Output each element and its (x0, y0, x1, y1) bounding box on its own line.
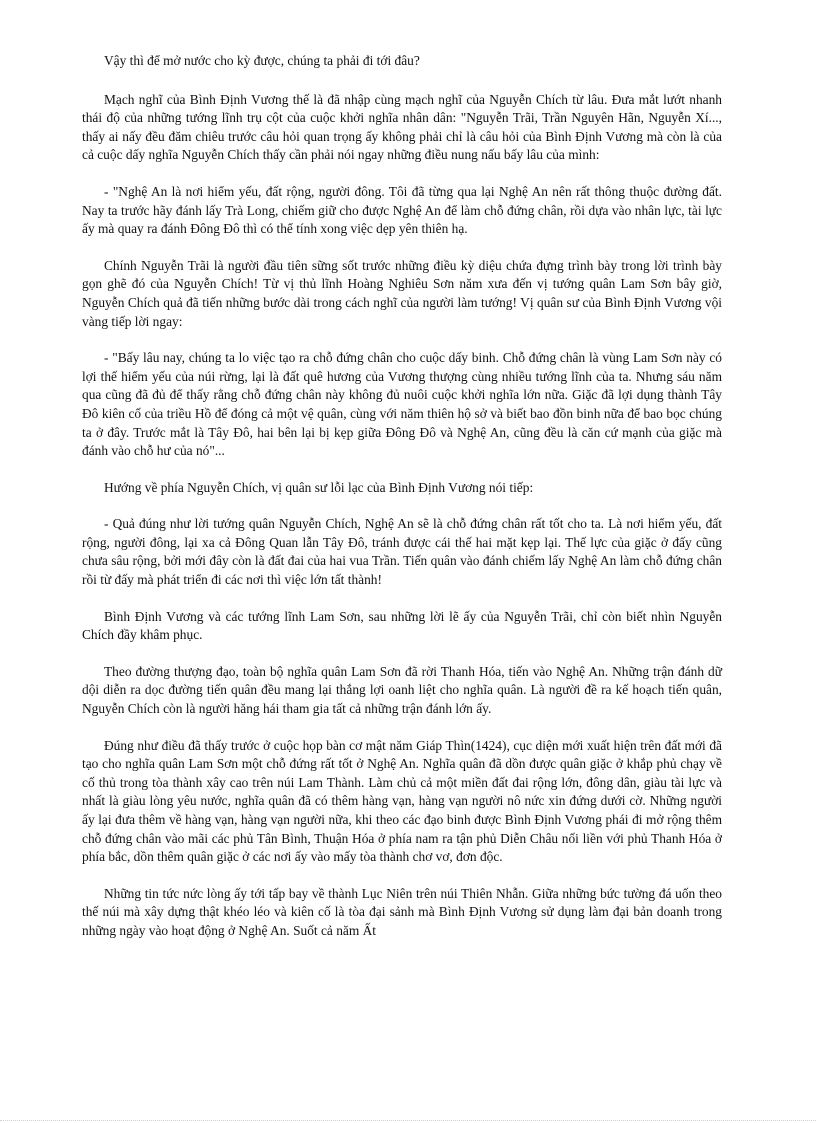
paragraph: Vậy thì để mở nước cho kỳ được, chúng ta phải đi tới đâu? (104, 53, 420, 68)
paragraph: Chính Nguyễn Trãi là người đầu tiên sững sốt trước những điều kỳ diệu chứa đựng trình bày trong lời trình bày gọn ghẽ đó của Nguyễn Chích! Từ vị thủ lĩnh Hoàng Nghiêu Sơn năm xưa đến vị tướng quân Lam Sơn bây giờ, Nguyễn Chích quả đã tiến những bước dài trong cách nghĩ của người làm tướng! Vị quân sư của Bình Định Vương vội vàng tiếp lời ngay: (82, 257, 722, 329)
paragraph: Bình Định Vương và các tướng lĩnh Lam Sơn, sau những lời lẽ ấy của Nguyễn Trãi, chỉ còn biết nhìn Nguyễn Chích đầy khâm phục. (82, 608, 722, 643)
paragraph: Đúng như điều đã thấy trước ở cuộc họp bàn cơ mật năm Giáp Thìn(1424), cục diện mới xuất hiện trên đất mới đã tạo cho nghĩa quân Lam Sơn một chỗ đứng rất tốt ở Nghệ An. Nghĩa quân đã dồn được quân giặc ở khắp phủ chạy về cố thủ trong tòa thành xây cao trên núi Lam Thành. Làm chủ cả một miền đất đai rộng lớn, đông dân, giàu tài lực và nhất là giàu lòng yêu nước, nghĩa quân đã có thêm hàng vạn, hàng vạn người nô nức xin đứng dưới cờ. Những người ấy lại đưa thêm về hàng vạn, hàng vạn người nữa, khi theo các đạo binh được Bình Định Vương phái đi mở rộng thêm chỗ đứng chân vào mãi các phủ Tân Bình, Thuận Hóa ở phía nam ra tận phủ Diễn Châu nối liền với phủ Thanh Hóa ở phía bắc, dồn thêm quân giặc ở các nơi ấy vào mấy tòa thành chơ vơ, đơn độc. (82, 737, 722, 865)
document-page (82, 52, 722, 959)
paragraph: - "Bấy lâu nay, chúng ta lo việc tạo ra chỗ đứng chân cho cuộc dấy binh. Chỗ đứng chân là vùng Lam Sơn này có lợi thế hiểm yếu của núi rừng, lại là đất quê hương của Vương thượng cùng nhiều tướng lĩnh của ta. Nhưng sáu năm qua cũng đã đủ để thấy rằng chỗ đứng chân này không đủ nuôi cuộc khởi nghĩa lớn nữa. Giặc đã lợi dụng thành Tây Đô kiên cố của triều Hồ để đóng cả một vệ quân, cùng với năm thiên hộ sở và biết bao đồn binh nữa để bao bọc chúng ta ở đây. Trước mắt là Tây Đô, hai bên lại bị kẹp giữa Đông Đô và Nghệ An, cũng đều là căn cứ mạnh của giặc mà đánh vào chỗ hư của nó"... (82, 350, 722, 459)
paragraph: - Quả đúng như lời tướng quân Nguyễn Chích, Nghệ An sẽ là chỗ đứng chân rất tốt cho ta. Là nơi hiểm yếu, đất rộng, người đông, lại xa cả Đông Quan lẫn Tây Đô, tránh được cái thế hai mặt kẹp lại. Thế lực của giặc ở đấy cũng chưa sâu rộng, bởi mới đây còn là đất đai của hai vua Trần. Tiến quân vào đánh chiếm lấy Nghệ An làm chỗ đứng chân rồi từ đấy mà phát triển đi các nơi thì việc lớn tất thành! (82, 516, 722, 588)
paragraph: - "Nghệ An là nơi hiểm yếu, đất rộng, người đông. Tôi đã từng qua lại Nghệ An nên rất thông thuộc đường đất. Nay ta trước hãy đánh lấy Trà Long, chiếm giữ cho được Nghệ An để làm chỗ đứng chân, rồi dựa vào nhân lực, tài lực ấy mà quay ra đánh Đông Đô thì có thể tính xong việc dẹp yên thiên hạ. (82, 183, 722, 237)
paragraph: Hướng về phía Nguyễn Chích, vị quân sư lỗi lạc của Bình Định Vương nói tiếp: (104, 479, 534, 495)
paragraph: Theo đường thượng đạo, toàn bộ nghĩa quân Lam Sơn đã rời Thanh Hóa, tiến vào Nghệ An. Những trận đánh dữ dội diễn ra dọc đường tiến quân đều mang lại thắng lợi oanh liệt cho nghĩa quân. Là người đề ra kế hoạch tiến quân, Nguyễn Chích còn là người hăng hái tham gia tất cả những trận đánh lớn ấy. (82, 663, 722, 717)
paragraph: Mạch nghĩ của Bình Định Vương thế là đã nhập cùng mạch nghĩ của Nguyễn Chích từ lâu. Đưa mắt lướt nhanh thái độ của những tướng lĩnh trụ cột của cuộc khởi nghĩa nhân dân: "Nguyễn Trãi, Trần Nguyên Hãn, Nguyễn Xí..., thấy ai nấy đều đăm chiêu trước câu hỏi quan trọng ấy không phải chỉ là câu hỏi của Bình Định Vương mà còn là của cả cuộc dấy nghĩa Nguyễn Chích thấy cần phải nói ngay những điều nung nấu bấy lâu của mình: (82, 91, 722, 163)
paragraph: Những tin tức nức lòng ấy tới tấp bay về thành Lục Niên trên núi Thiên Nhẫn. Giữa những bức tường đá uốn theo thế núi mà xây dựng thật khéo léo và kiên cố là tòa đại sảnh mà Bình Định Vương sử dụng làm đại bản doanh trong những ngày vào hoạt động ở Nghệ An. Suốt cả năm Ất (82, 885, 722, 938)
page-bottom-divider (0, 1120, 816, 1121)
